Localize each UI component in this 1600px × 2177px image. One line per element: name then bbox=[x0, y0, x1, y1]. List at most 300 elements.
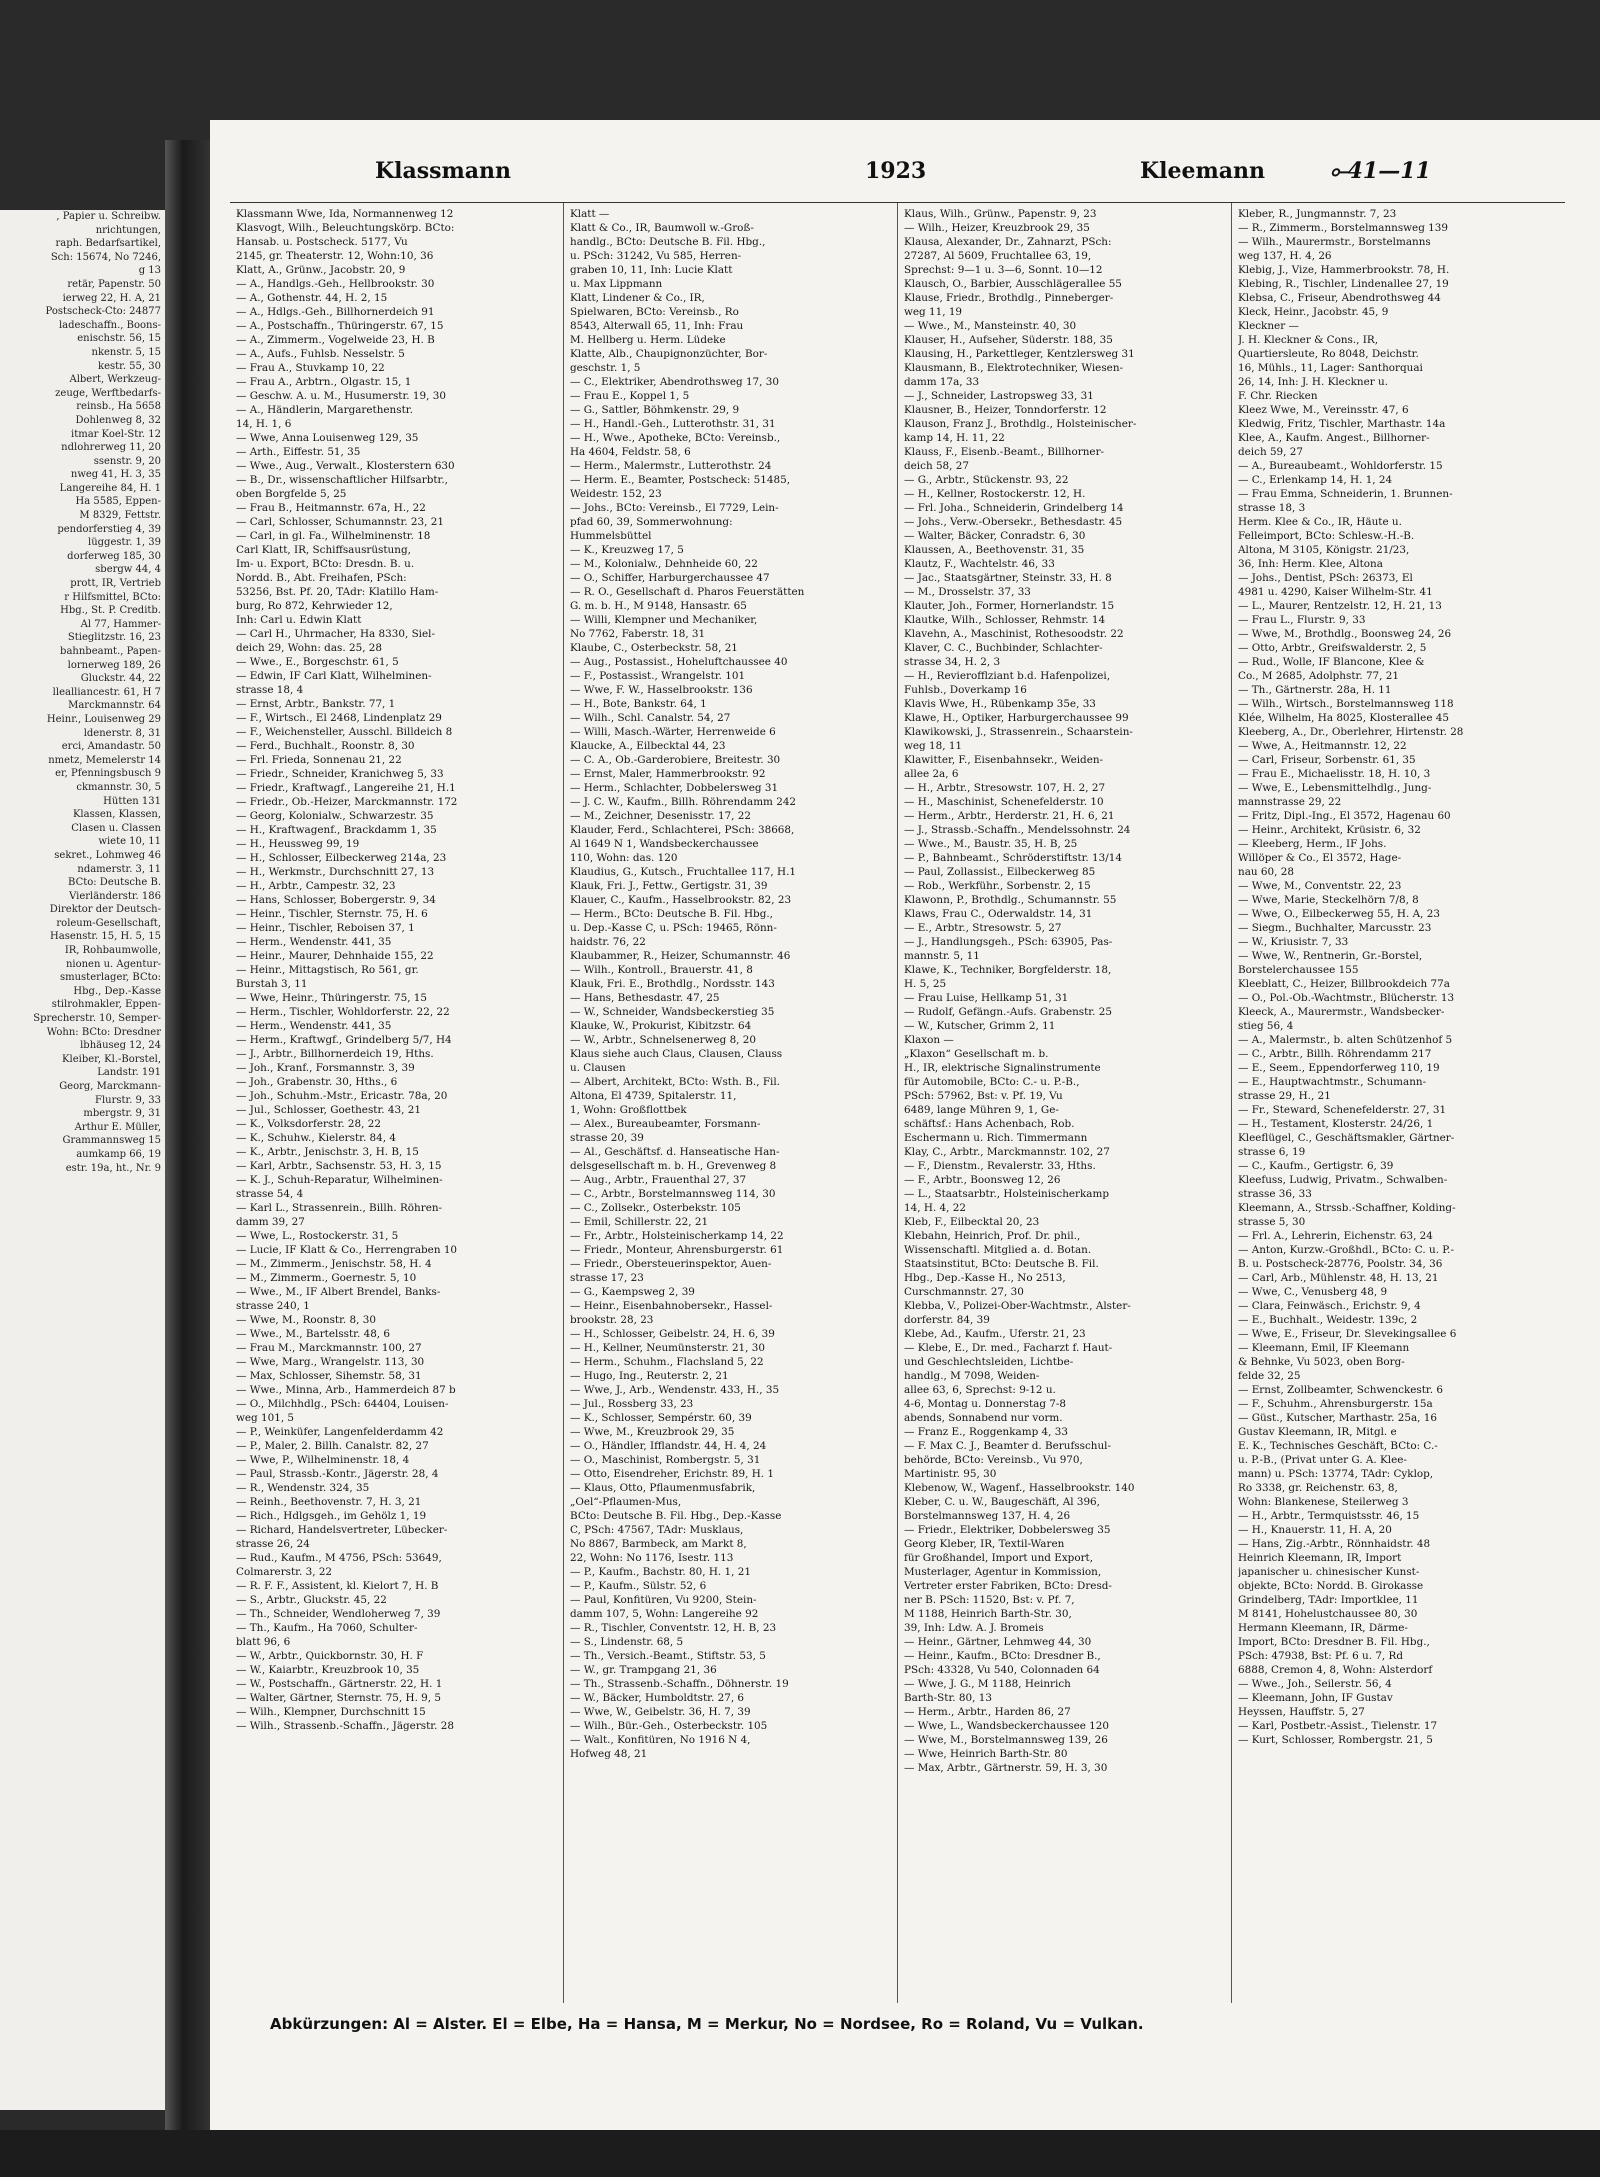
directory-entry: — Wwe., Joh., Seilerstr. 56, 4 bbox=[1238, 1678, 1392, 1690]
directory-entry: J. H. Kleckner & Cons., IR, bbox=[1238, 334, 1379, 346]
left-page-line: ldenerstr. 8, 31 bbox=[83, 727, 161, 739]
directory-entry: Klauter, Joh., Former, Hornerlandstr. 15 bbox=[904, 600, 1115, 612]
directory-entry: — Friedr., Obersteuerinspektor, Auen- bbox=[570, 1258, 772, 1270]
directory-entry: — H., Kellner, Neumünsterstr. 21, 30 bbox=[570, 1342, 765, 1354]
directory-entry: Kleefuss, Ludwig, Privatm., Schwalben- bbox=[1238, 1174, 1448, 1186]
directory-entry: — C., Kaufm., Gertigstr. 6, 39 bbox=[1238, 1160, 1394, 1172]
directory-entry: Co., M 2685, Adolphstr. 77, 21 bbox=[1238, 670, 1399, 682]
directory-entry: Borstelerchaussee 155 bbox=[1238, 964, 1359, 976]
directory-entry: — H., Kraftwagenf., Brackdamm 1, 35 bbox=[236, 824, 437, 836]
directory-entry: Colmarerstr. 3, 22 bbox=[236, 1566, 333, 1578]
directory-entry: — K., Arbtr., Jenischstr. 3, H. B, 15 bbox=[236, 1146, 419, 1158]
directory-entry: — Wwe, L., Rostockerstr. 31, 5 bbox=[236, 1230, 399, 1242]
directory-entry: Quartiersleute, Ro 8048, Deichstr. bbox=[1238, 348, 1419, 360]
left-page-line: Klassen, Klassen, bbox=[72, 809, 161, 821]
left-page-line: sbergw 44, 4 bbox=[95, 564, 161, 576]
directory-entry: — Wwe., E., Borgeschstr. 61, 5 bbox=[236, 656, 399, 668]
left-page-line: lbhäuseg 12, 24 bbox=[80, 1040, 161, 1052]
left-page-line: Al 77, Hammer- bbox=[80, 618, 161, 630]
left-page-line: Flurstr. 9, 33 bbox=[95, 1094, 161, 1106]
directory-entry: Sprechst: 9—1 u. 3—6, Sonnt. 10—12 bbox=[904, 264, 1103, 276]
directory-entry: — Fr., Steward, Schenefelderstr. 27, 31 bbox=[1238, 1104, 1447, 1116]
directory-entry: — Herm., Kraftwgf., Grindelberg 5/7, H4 bbox=[236, 1034, 452, 1046]
directory-entry: — Alex., Bureaubeamter, Forsmann- bbox=[570, 1118, 761, 1130]
directory-entry: — Wilh., Klempner, Durchschnitt 15 bbox=[236, 1706, 426, 1718]
left-page-line: dorferweg 185, 30 bbox=[67, 550, 161, 562]
directory-entry: handlg., M 7098, Weiden- bbox=[904, 1370, 1040, 1382]
directory-entry: mannstr. 5, 11 bbox=[904, 950, 980, 962]
left-page-line: BCto: Deutsche B. bbox=[68, 877, 161, 889]
directory-entry: strasse 36, 33 bbox=[1238, 1188, 1312, 1200]
directory-entry: No 8867, Barmbeck, am Markt 8, bbox=[570, 1538, 747, 1550]
directory-entry: abends, Sonnabend nur vorm. bbox=[904, 1412, 1063, 1424]
directory-entry: — P., Weinküfer, Langenfelderdamm 42 bbox=[236, 1426, 444, 1438]
directory-entry: felde 32, 25 bbox=[1238, 1370, 1301, 1382]
directory-entry: Klauk, Fri. E., Brothdlg., Nordsstr. 143 bbox=[570, 978, 775, 990]
directory-entry: — J. C. W., Kaufm., Billh. Röhrendamm 242 bbox=[570, 796, 797, 808]
directory-entry: Klavis Wwe, H., Rübenkamp 35e, 33 bbox=[904, 698, 1096, 710]
directory-entry: Klauk, Fri. J., Fettw., Gertigstr. 31, 39 bbox=[570, 880, 768, 892]
directory-entry: dorferstr. 84, 39 bbox=[904, 1314, 990, 1326]
directory-entry: — Rud., Kaufm., M 4756, PSch: 53649, bbox=[236, 1552, 442, 1564]
directory-entry: — Klebe, E., Dr. med., Facharzt f. Haut- bbox=[904, 1342, 1113, 1354]
directory-entry: — Herm., Wendenstr. 441, 35 bbox=[236, 936, 392, 948]
column-1 bbox=[230, 203, 564, 2003]
directory-entry: — H., Arbtr., Termquistsstr. 46, 15 bbox=[1238, 1510, 1420, 1522]
left-page-line: Georg, Marckmann- bbox=[59, 1081, 161, 1092]
directory-entry: — W., Kaiarbtr., Kreuzbrook 10, 35 bbox=[236, 1664, 420, 1676]
left-page-line: ierweg 22, H. A, 21 bbox=[62, 292, 161, 304]
directory-entry: — Carl, Friseur, Sorbenstr. 61, 35 bbox=[1238, 754, 1416, 766]
directory-entry: — Arth., Eiffestr. 51, 35 bbox=[236, 446, 361, 458]
directory-entry: — Joh., Kranf., Forsmannstr. 3, 39 bbox=[236, 1062, 415, 1074]
left-page-line: pendorferstieg 4, 39 bbox=[57, 523, 161, 535]
directory-entry: Klatt, A., Grünw., Jacobstr. 20, 9 bbox=[236, 264, 406, 276]
directory-entry: Gustav Kleemann, IR, Mitgl. e bbox=[1238, 1426, 1397, 1438]
directory-entry: allee 2a, 6 bbox=[904, 768, 959, 780]
directory-entry: — Wwe, Heinrich Barth-Str. 80 bbox=[904, 1748, 1068, 1760]
left-page-line: Landstr. 191 bbox=[97, 1067, 161, 1079]
left-page-line: wiete 10, 11 bbox=[98, 836, 161, 848]
left-page-line: Grammannsweg 15 bbox=[62, 1135, 161, 1147]
directory-entry: Altona, M 3105, Königstr. 21/23, bbox=[1238, 544, 1410, 556]
directory-entry: strasse 18, 3 bbox=[1238, 502, 1306, 514]
directory-entry: — H., Werkmstr., Durchschnitt 27, 13 bbox=[236, 866, 435, 878]
directory-entry: — Wwe., M., Mansteinstr. 40, 30 bbox=[904, 320, 1077, 332]
directory-entry: Kleeberg, A., Dr., Oberlehrer, Hirtenstr. 28 bbox=[1238, 726, 1464, 738]
directory-entry: — Wwe, Anna Louisenweg 129, 35 bbox=[236, 432, 419, 444]
directory-entry: weg 18, 11 bbox=[904, 740, 963, 752]
directory-entry: — Franz E., Roggenkamp 4, 33 bbox=[904, 1426, 1068, 1438]
directory-entry: weg 11, 19 bbox=[904, 306, 963, 318]
left-page-line: Dohlenweg 8, 32 bbox=[75, 414, 161, 426]
directory-entry: — Heinr., Mittagstisch, Ro 561, gr. bbox=[236, 964, 419, 976]
directory-entry: blatt 96, 6 bbox=[236, 1636, 291, 1648]
directory-entry: Klawikowski, J., Strassenrein., Schaarstein- bbox=[904, 726, 1133, 738]
left-page-line: roleum-Gesellschaft, bbox=[56, 917, 161, 929]
directory-entry: — O., Maschinist, Rombergstr. 5, 31 bbox=[570, 1454, 761, 1466]
directory-entry: Hummelsbüttel bbox=[570, 530, 652, 542]
directory-entry: 26, 14, Inh: J. H. Kleckner u. bbox=[1238, 376, 1389, 388]
left-page-line: Hbg., St. P. Creditb. bbox=[60, 605, 161, 617]
directory-entry: Martinistr. 95, 30 bbox=[904, 1468, 997, 1480]
directory-entry: — A., Händlerin, Margarethenstr. bbox=[236, 404, 413, 416]
directory-entry: Heinrich Kleemann, IR, Import bbox=[1238, 1552, 1402, 1564]
directory-entry: — Wwe, Heinr., Thüringerstr. 75, 15 bbox=[236, 992, 428, 1004]
directory-entry: — R., Wendenstr. 324, 35 bbox=[236, 1482, 370, 1494]
directory-entry: — Fr., Arbtr., Holsteinischerkamp 14, 22 bbox=[570, 1230, 784, 1242]
left-page-line: ckmannstr. 30, 5 bbox=[76, 781, 161, 793]
directory-entry: Willöper & Co., El 3572, Hage- bbox=[1238, 852, 1402, 864]
directory-entry: — H., Testament, Klosterstr. 24/26, 1 bbox=[1238, 1118, 1434, 1130]
left-page-line: Hütten 131 bbox=[103, 795, 161, 807]
directory-entry: Klausing, H., Parkettleger, Kentzlersweg 31 bbox=[904, 348, 1135, 360]
directory-entry: u. P.-B., (Privat unter G. A. Klee- bbox=[1238, 1454, 1407, 1466]
directory-entry: 6489, lange Mühren 9, 1, Ge- bbox=[904, 1104, 1059, 1116]
directory-entry: — A., Malermstr., b. alten Schützenhof 5 bbox=[1238, 1034, 1453, 1046]
directory-entry: No 7762, Faberstr. 18, 31 bbox=[570, 628, 706, 640]
directory-entry: — F., Weichensteller, Ausschl. Billdeich 8 bbox=[236, 726, 453, 738]
left-page-line: enischstr. 56, 15 bbox=[77, 333, 161, 345]
directory-entry: — W., Arbtr., Quickbornstr. 30, H. F bbox=[236, 1650, 424, 1662]
directory-entry: — P., Bahnbeamt., Schröderstiftstr. 13/14 bbox=[904, 852, 1122, 864]
directory-entry: Hermann Kleemann, IR, Därme- bbox=[1238, 1622, 1408, 1634]
directory-entry: Felleimport, BCto: Schlesw.-H.-B. bbox=[1238, 530, 1415, 542]
previous-page-fragment bbox=[0, 210, 165, 2110]
directory-entry: — P., Kaufm., Sülstr. 52, 6 bbox=[570, 1580, 707, 1592]
directory-entry: — G., Kaempsweg 2, 39 bbox=[570, 1286, 695, 1298]
directory-entry: — Rich., Hdlgsgeh., im Gehölz 1, 19 bbox=[236, 1510, 427, 1522]
directory-entry: — Kurt, Schlosser, Rombergstr. 21, 5 bbox=[1238, 1734, 1433, 1746]
left-page-line: zeuge, Werftbedarfs- bbox=[55, 387, 161, 399]
directory-entry: E. K., Technisches Geschäft, BCto: C.- bbox=[1238, 1440, 1438, 1452]
directory-entry: — C. A., Ob.-Garderobiere, Breitestr. 30 bbox=[570, 754, 781, 766]
directory-entry: — P., Maler, 2. Billh. Canalstr. 82, 27 bbox=[236, 1440, 429, 1452]
directory-entry: — E., Hauptwachtmstr., Schumann- bbox=[1238, 1076, 1427, 1088]
directory-entry: und Geschlechtsleiden, Lichtbe- bbox=[904, 1356, 1074, 1368]
directory-entry: — Friedr., Ob.-Heizer, Marckmannstr. 172 bbox=[236, 796, 458, 808]
directory-entry: — Otto, Arbtr., Greifswalderstr. 2, 5 bbox=[1238, 642, 1427, 654]
directory-entry: — Frau Emma, Schneiderin, 1. Brunnen- bbox=[1238, 488, 1453, 500]
directory-entry: — E., Arbtr., Stresowstr. 5, 27 bbox=[904, 922, 1062, 934]
left-page-line: Gluckstr. 44, 22 bbox=[80, 673, 161, 685]
left-page-line: nionen u. Agentur- bbox=[65, 958, 161, 970]
directory-entry: Klebig, J., Vize, Hammerbrookstr. 78, H. bbox=[1238, 264, 1450, 276]
directory-entry: handlg., BCto: Deutsche B. Fil. Hbg., bbox=[570, 236, 766, 248]
directory-entry: — F. Max C. J., Beamter d. Berufsschul- bbox=[904, 1440, 1112, 1452]
directory-entry: — W., Schneider, Wandsbeckerstieg 35 bbox=[570, 1006, 775, 1018]
directory-entry: 16, Mühls., 11, Lager: Santhorquai bbox=[1238, 362, 1423, 374]
directory-entry: — Frl. Joha., Schneiderin, Grindelberg 14 bbox=[904, 502, 1124, 514]
directory-entry: — Wilh., Strassenb.-Schaffn., Jägerstr. 28 bbox=[236, 1720, 454, 1732]
directory-entry: C, PSch: 47567, TAdr: Musklaus, bbox=[570, 1524, 744, 1536]
directory-entry: Hbg., Dep.-Kasse H., No 2513, bbox=[904, 1272, 1066, 1284]
left-page-line: reinsb., Ha 5658 bbox=[76, 401, 161, 413]
directory-entry: — Herm., Malermstr., Lutterothstr. 24 bbox=[570, 460, 772, 472]
directory-entry: — Frau Luise, Hellkamp 51, 31 bbox=[904, 992, 1069, 1004]
directory-entry: haidstr. 76, 22 bbox=[570, 936, 646, 948]
directory-entry: — Heinr., Tischler, Sternstr. 75, H. 6 bbox=[236, 908, 428, 920]
directory-entry: Kleb, F., Eilbecktal 20, 23 bbox=[904, 1216, 1040, 1228]
directory-entry: — Heinr., Gärtner, Lehmweg 44, 30 bbox=[904, 1636, 1092, 1648]
directory-entry: Klausa, Alexander, Dr., Zahnarzt, PSch: bbox=[904, 236, 1112, 248]
directory-entry: — Wwe, E., Lebensmittelhdlg., Jung- bbox=[1238, 782, 1432, 794]
directory-columns bbox=[230, 202, 1565, 2003]
directory-entry: weg 101, 5 bbox=[236, 1412, 295, 1424]
directory-entry: — Karl, Postbetr.-Assist., Tielenstr. 17 bbox=[1238, 1720, 1438, 1732]
directory-entry: — A., Postschaffn., Thüringerstr. 67, 15 bbox=[236, 320, 444, 332]
directory-entry: — Aug., Arbtr., Frauenthal 27, 37 bbox=[570, 1174, 747, 1186]
directory-entry: — Edwin, IF Carl Klatt, Wilhelminen- bbox=[236, 670, 432, 682]
directory-entry: Klaubammer, R., Heizer, Schumannstr. 46 bbox=[570, 950, 791, 962]
directory-entry: — Lucie, IF Klatt & Co., Herrengraben 10 bbox=[236, 1244, 458, 1256]
directory-entry: strasse 20, 39 bbox=[570, 1132, 644, 1144]
directory-entry: — W., Bäcker, Humboldtstr. 27, 6 bbox=[570, 1692, 745, 1704]
directory-entry: — Wwe, C., Venusberg 48, 9 bbox=[1238, 1286, 1388, 1298]
directory-entry: für Großhandel, Import und Export, bbox=[904, 1552, 1094, 1564]
directory-entry: — H., Maschinist, Schenefelderstr. 10 bbox=[904, 796, 1104, 808]
directory-entry: — Heinr., Eisenbahnobersekr., Hassel- bbox=[570, 1300, 773, 1312]
directory-entry: — R. O., Gesellschaft d. Pharos Feuerstätten bbox=[570, 586, 805, 598]
directory-entry: weg 137, H. 4, 26 bbox=[1238, 250, 1332, 262]
directory-entry: & Behnke, Vu 5023, oben Borg- bbox=[1238, 1356, 1405, 1368]
directory-entry: — Kleemann, Emil, IF Kleemann bbox=[1238, 1342, 1410, 1354]
left-page-line: g 13 bbox=[138, 265, 161, 277]
directory-entry: — L., Staatsarbtr., Holsteinischerkamp bbox=[904, 1188, 1110, 1200]
directory-entry: — G., Arbtr., Stückenstr. 93, 22 bbox=[904, 474, 1069, 486]
directory-entry: — Wwe, P., Wilhelminenstr. 18, 4 bbox=[236, 1454, 410, 1466]
directory-entry: PSch: 47938, Bst: Pf. 6 u. 7, Rd bbox=[1238, 1650, 1404, 1662]
directory-entry: — H., Arbtr., Stresowstr. 107, H. 2, 27 bbox=[904, 782, 1106, 794]
directory-entry: M. Hellberg u. Herm. Lüdeke bbox=[570, 334, 726, 346]
directory-entry: — A., Handlgs.-Geh., Hellbrookstr. 30 bbox=[236, 278, 435, 290]
directory-entry: 22, Wohn: No 1176, Isestr. 113 bbox=[570, 1552, 734, 1564]
directory-entry: — Wwe., Minna, Arb., Hammerdeich 87 b bbox=[236, 1384, 456, 1396]
header-first-name: Klassmann bbox=[375, 158, 512, 184]
directory-entry: — Ernst, Maler, Hammerbrookstr. 92 bbox=[570, 768, 766, 780]
left-page-line: Wohn: BCto: Dresdner bbox=[46, 1026, 161, 1038]
directory-entry: strasse 5, 30 bbox=[1238, 1216, 1306, 1228]
directory-entry: Klawe, H., Optiker, Harburgerchaussee 99 bbox=[904, 712, 1129, 724]
left-page-line: ndlohrerweg 11, 20 bbox=[61, 442, 161, 454]
directory-entry: — Wwe., M., IF Albert Brendel, Banks- bbox=[236, 1286, 441, 1298]
directory-entry: — S., Arbtr., Gluckstr. 45, 22 bbox=[236, 1594, 387, 1606]
directory-entry: Klaus siehe auch Claus, Clausen, Clauss bbox=[570, 1048, 783, 1060]
running-head bbox=[210, 152, 1600, 192]
directory-entry: — Friedr., Monteur, Ahrensburgerstr. 61 bbox=[570, 1244, 784, 1256]
directory-entry: — W., Kriusistr. 7, 33 bbox=[1238, 936, 1349, 948]
directory-entry: — Rud., Wolle, IF Blancone, Klee & bbox=[1238, 656, 1425, 668]
directory-entry: Klay, C., Arbtr., Marckmannstr. 102, 27 bbox=[904, 1146, 1110, 1158]
directory-entry: — Wwe, M., Kreuzbrook 29, 35 bbox=[570, 1426, 735, 1438]
directory-entry: — Frau E., Koppel 1, 5 bbox=[570, 390, 690, 402]
directory-entry: behörde, BCto: Vereinsb., Vu 970, bbox=[904, 1454, 1083, 1466]
left-page-line: llealliancestr. 61, H 7 bbox=[52, 686, 161, 698]
left-page-line: ladeschaffn., Boons- bbox=[58, 319, 161, 331]
directory-entry: damm 107, 5, Wohn: Langereihe 92 bbox=[570, 1608, 759, 1620]
directory-entry: Kleeflügel, C., Geschäftsmakler, Gärtner- bbox=[1238, 1132, 1455, 1144]
directory-entry: — Wwe, Marg., Wrangelstr. 113, 30 bbox=[236, 1356, 425, 1368]
directory-entry: — Wwe, M., Brothdlg., Boonsweg 24, 26 bbox=[1238, 628, 1452, 640]
directory-entry: Klée, Wilhelm, Ha 8025, Klosterallee 45 bbox=[1238, 712, 1449, 724]
directory-entry: — Paul, Strassb.-Kontr., Jägerstr. 28, 4 bbox=[236, 1468, 439, 1480]
directory-entry: — F., Dienstm., Revalerstr. 33, Hths. bbox=[904, 1160, 1096, 1172]
directory-entry: — Wwe, O., Eilbeckerweg 55, H. A, 23 bbox=[1238, 908, 1440, 920]
directory-entry: Klebe, Ad., Kaufm., Uferstr. 21, 23 bbox=[904, 1328, 1086, 1340]
directory-entry: Klaws, Frau C., Oderwaldstr. 14, 31 bbox=[904, 908, 1093, 920]
directory-entry: — Emil, Schillerstr. 22, 21 bbox=[570, 1216, 709, 1228]
directory-entry: — H., Schlosser, Eilbeckerweg 214a, 23 bbox=[236, 852, 447, 864]
directory-entry: — Ernst, Zollbeamter, Schwenckestr. 6 bbox=[1238, 1384, 1443, 1396]
directory-entry: 53256, Bst. Pf. 20, TAdr: Klatillo Ham- bbox=[236, 586, 439, 598]
directory-entry: Klaus, Wilh., Grünw., Papenstr. 9, 23 bbox=[904, 208, 1097, 220]
directory-entry: allee 63, 6, Sprechst: 9-12 u. bbox=[904, 1384, 1056, 1396]
directory-entry: 110, Wohn: das. 120 bbox=[570, 852, 678, 864]
directory-entry: — Rudolf, Gefängn.-Aufs. Grabenstr. 25 bbox=[904, 1006, 1112, 1018]
directory-entry: Musterlager, Agentur in Kommission, bbox=[904, 1566, 1102, 1578]
directory-entry: — Reinh., Beethovenstr. 7, H. 3, 21 bbox=[236, 1496, 422, 1508]
directory-entry: — R. F. F., Assistent, kl. Kielort 7, H. B bbox=[236, 1580, 439, 1592]
left-page-line: ndamerstr. 3, 11 bbox=[77, 863, 161, 875]
directory-entry: strasse 6, 19 bbox=[1238, 1146, 1306, 1158]
directory-entry: Klassmann Wwe, Ida, Normannenweg 12 bbox=[236, 208, 454, 220]
directory-entry: — H., Heussweg 99, 19 bbox=[236, 838, 360, 850]
directory-entry: Klaucke, A., Eilbecktal 44, 23 bbox=[570, 740, 726, 752]
directory-entry: — Th., Kaufm., Ha 7060, Schulter- bbox=[236, 1622, 418, 1634]
directory-entry: Klauer, C., Kaufm., Hasselbrookstr. 82, 23 bbox=[570, 894, 792, 906]
directory-entry: — Jul., Rossberg 33, 23 bbox=[570, 1398, 694, 1410]
left-page-line: M 8329, Fettstr. bbox=[79, 510, 161, 522]
scan-background-top bbox=[0, 0, 1600, 120]
directory-entry: Kleeblatt, C., Heizer, Billbrookdeich 77a bbox=[1238, 978, 1450, 990]
directory-entry: — Rob., Werkführ., Sorbenstr. 2, 15 bbox=[904, 880, 1091, 892]
directory-entry: — O., Händler, Ifflandstr. 44, H. 4, 24 bbox=[570, 1440, 767, 1452]
left-page-line: raph. Bedarfsartikel, bbox=[55, 238, 161, 250]
directory-entry: — Wwe., M., Bartelsstr. 48, 6 bbox=[236, 1328, 391, 1340]
directory-entry: H. 5, 25 bbox=[904, 978, 947, 990]
directory-page bbox=[210, 120, 1600, 2130]
directory-entry: — J., Arbtr., Billhornerdeich 19, Hths. bbox=[236, 1048, 434, 1060]
directory-entry: — Wilh., Wirtsch., Borstelmannsweg 118 bbox=[1238, 698, 1454, 710]
directory-entry: G. m. b. H., M 9148, Hansastr. 65 bbox=[570, 600, 747, 612]
directory-entry: — F., Wirtsch., El 2468, Lindenplatz 29 bbox=[236, 712, 442, 724]
left-page-line: retär, Papenstr. 50 bbox=[67, 278, 161, 290]
left-page-line: Ha 5585, Eppen- bbox=[75, 496, 161, 508]
left-page-line: r Hilfsmittel, BCto: bbox=[64, 591, 161, 603]
directory-entry: — J., Strassb.-Schaffn., Mendelssohnstr. 24 bbox=[904, 824, 1131, 836]
directory-entry: — O., Schiffer, Harburgerchaussee 47 bbox=[570, 572, 770, 584]
directory-entry: — A., Bureaubeamt., Wohldorferstr. 15 bbox=[1238, 460, 1443, 472]
directory-entry: — W., Arbtr., Schnelsenerweg 8, 20 bbox=[570, 1034, 757, 1046]
directory-entry: — Carl, Arb., Mühlenstr. 48, H. 13, 21 bbox=[1238, 1272, 1439, 1284]
directory-entry: u. Dep.-Kasse C, u. PSch: 19465, Rönn- bbox=[570, 922, 777, 934]
directory-entry: 4981 u. 4290, Kaiser Wilhelm-Str. 41 bbox=[1238, 586, 1433, 598]
directory-entry: — Wwe, W., Geibelstr. 36, H. 7, 39 bbox=[570, 1706, 751, 1718]
directory-entry: mann) u. PSch: 13774, TAdr: Cyklop, bbox=[1238, 1468, 1434, 1480]
directory-entry: — Joh., Schuhm.-Mstr., Ericastr. 78a, 20 bbox=[236, 1090, 448, 1102]
directory-entry: — Wilh., Bür.-Geh., Osterbeckstr. 105 bbox=[570, 1720, 768, 1732]
directory-entry: damm 39, 27 bbox=[236, 1216, 305, 1228]
directory-entry: — Herm. E., Beamter, Postscheck: 51485, bbox=[570, 474, 791, 486]
directory-entry: nau 60, 28 bbox=[1238, 866, 1294, 878]
directory-entry: — O., Milchhdlg., PSch: 64404, Louisen- bbox=[236, 1398, 449, 1410]
column-3 bbox=[898, 203, 1232, 2003]
directory-entry: Ro 3338, gr. Reichenstr. 63, 8, bbox=[1238, 1482, 1398, 1494]
left-page-line: mbergstr. 9, 31 bbox=[83, 1108, 161, 1120]
directory-entry: — Anton, Kurzw.-Großhdl., BCto: C. u. P.- bbox=[1238, 1244, 1454, 1256]
directory-entry: deich 29, Wohn: das. 25, 28 bbox=[236, 642, 383, 654]
directory-entry: Nordd. B., Abt. Freihafen, PSch: bbox=[236, 572, 407, 584]
left-page-line: Vierländerstr. 186 bbox=[69, 890, 161, 902]
directory-entry: — A., Hdlgs.-Geh., Billhornerdeich 91 bbox=[236, 306, 435, 318]
left-page-line: Albert, Werkzeug- bbox=[69, 374, 161, 386]
directory-entry: — Frau M., Marckmannstr. 100, 27 bbox=[236, 1342, 422, 1354]
directory-entry: — W., Kutscher, Grimm 2, 11 bbox=[904, 1020, 1056, 1032]
directory-entry: brookstr. 28, 23 bbox=[570, 1314, 654, 1326]
left-page-line: sekret., Lohmweg 46 bbox=[54, 849, 161, 861]
directory-entry: — Wwe, E., Friseur, Dr. Slevekingsallee 6 bbox=[1238, 1328, 1457, 1340]
directory-entry: geschstr. 1, 5 bbox=[570, 362, 641, 374]
directory-entry: Klebba, V., Polizei-Ober-Wachtmstr., Alster- bbox=[904, 1300, 1131, 1312]
directory-entry: — Wwe, M., Borstelmannsweg 139, 26 bbox=[904, 1734, 1108, 1746]
directory-entry: Kledwig, Fritz, Tischler, Marthastr. 14a bbox=[1238, 418, 1446, 430]
directory-entry: — Wilh., Kontroll., Brauerstr. 41, 8 bbox=[570, 964, 753, 976]
directory-entry: — Max, Arbtr., Gärtnerstr. 59, H. 3, 30 bbox=[904, 1762, 1108, 1774]
left-page-line: er, Pfenningsbusch 9 bbox=[55, 768, 161, 780]
directory-entry: — Willi, Masch.-Wärter, Herrenweide 6 bbox=[570, 726, 776, 738]
directory-entry: Kleemann, A., Strssb.-Schaffner, Kolding- bbox=[1238, 1202, 1456, 1214]
directory-entry: — Johs., BCto: Vereinsb., El 7729, Lein- bbox=[570, 502, 779, 514]
directory-entry: Klausmann, B., Elektrotechniker, Wiesen- bbox=[904, 362, 1124, 374]
directory-entry: Kleber, R., Jungmannstr. 7, 23 bbox=[1238, 208, 1397, 220]
directory-entry: — Th., Gärtnerstr. 28a, H. 11 bbox=[1238, 684, 1392, 696]
directory-entry: strasse 240, 1 bbox=[236, 1300, 310, 1312]
left-page-line: lüggestr. 1, 39 bbox=[88, 537, 161, 549]
directory-entry: — R., Zimmerm., Borstelmannsweg 139 bbox=[1238, 222, 1448, 234]
directory-entry: — M., Zimmerm., Jenischstr. 58, H. 4 bbox=[236, 1258, 432, 1270]
directory-entry: — Klaus, Otto, Pflaumenmusfabrik, bbox=[570, 1482, 756, 1494]
directory-entry: Kleeck, A., Maurermstr., Wandsbecker- bbox=[1238, 1006, 1445, 1018]
directory-entry: Barth-Str. 80, 13 bbox=[904, 1692, 992, 1704]
directory-entry: — Herm., Arbtr., Herderstr. 21, H. 6, 21 bbox=[904, 810, 1115, 822]
directory-entry: — Walter, Bäcker, Conradstr. 6, 30 bbox=[904, 530, 1086, 542]
directory-entry: Wohn: Blankenese, Steilerweg 3 bbox=[1238, 1496, 1409, 1508]
directory-entry: — Friedr., Kraftwagf., Langereihe 21, H.1 bbox=[236, 782, 456, 794]
directory-entry: — Ernst, Arbtr., Bankstr. 77, 1 bbox=[236, 698, 396, 710]
directory-entry: deich 59, 27 bbox=[1238, 446, 1303, 458]
directory-entry: Borstelmannsweg 137, H. 4, 26 bbox=[904, 1510, 1071, 1522]
directory-entry: H., IR, elektrische Signalinstrumente bbox=[904, 1062, 1101, 1074]
directory-entry: objekte, BCto: Nordd. B. Girokasse bbox=[1238, 1580, 1424, 1592]
directory-entry: Klatt & Co., IR, Baumwoll w.-Groß- bbox=[570, 222, 754, 234]
directory-entry: — M., Drosselstr. 37, 33 bbox=[904, 586, 1031, 598]
directory-entry: für Automobile, BCto: C.- u. P.-B., bbox=[904, 1076, 1080, 1088]
directory-entry: — Frau L., Flurstr. 9, 33 bbox=[1238, 614, 1366, 626]
directory-entry: PSch: 57962, Bst: v. Pf. 19, Vu bbox=[904, 1090, 1063, 1102]
directory-entry: Klauser, H., Aufseher, Süderstr. 188, 35 bbox=[904, 334, 1113, 346]
directory-entry: — Geschw. A. u. M., Husumerstr. 19, 30 bbox=[236, 390, 446, 402]
left-page-line: erci, Amandastr. 50 bbox=[61, 741, 161, 753]
directory-entry: — C., Zollsekr., Osterbekstr. 105 bbox=[570, 1202, 741, 1214]
directory-entry: — L., Maurer, Rentzelstr. 12, H. 21, 13 bbox=[1238, 600, 1442, 612]
left-page-line: bahnbeamt., Papen- bbox=[60, 646, 161, 657]
directory-entry: — Herm., Arbtr., Harden 86, 27 bbox=[904, 1706, 1071, 1718]
directory-entry: — Wwe, F. W., Hasselbrookstr. 136 bbox=[570, 684, 753, 696]
directory-entry: — Heinr., Tischler, Reboisen 37, 1 bbox=[236, 922, 415, 934]
directory-entry: 8543, Alterwall 65, 11, Inh: Frau bbox=[570, 320, 744, 332]
directory-entry: Klausner, B., Heizer, Tonndorferstr. 12 bbox=[904, 404, 1107, 416]
directory-entry: — Carl, in gl. Fa., Wilhelminenstr. 18 bbox=[236, 530, 431, 542]
